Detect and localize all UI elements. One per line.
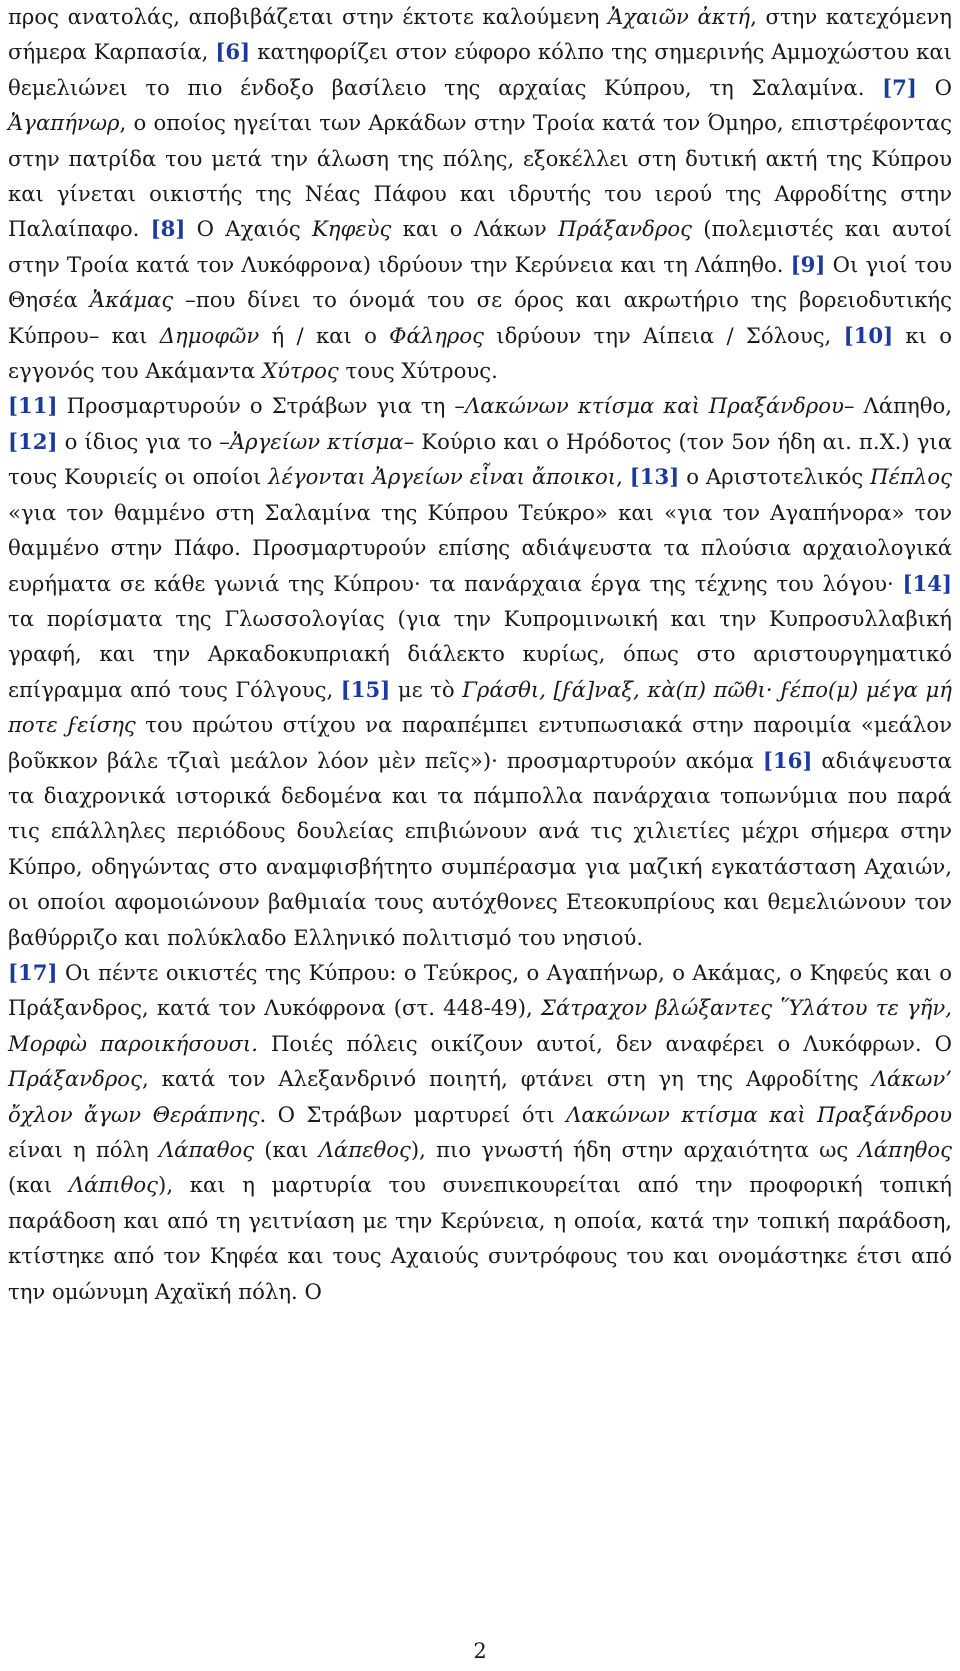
body-text: και ο Λάκων bbox=[391, 216, 559, 242]
body-text: Οι πέντε οικιστές της Κύπρου: ο Τεύκρος, ο Αγαπήνωρ, ο Ακάμας, ο Κηφεύς και ο Πράξανδρος, κατά τον Λυκόφρονα (στ. 448-49), bbox=[8, 959, 952, 1021]
footnote-ref-link[interactable]: [10] bbox=[843, 322, 894, 348]
italic-greek-text: Πράξανδρος bbox=[8, 1066, 142, 1092]
body-text: ), και η μαρτυρία του συνεπικουρείται από την προφορική τοπική παράδοση και από τη γειτνίαση με την Κερύνεια, η οποία, κατά την τοπική παράδοση, κτίστηκε από τον Κηφέα και τους Αχαιούς συντρόφους του και ονομάστηκε έτσι από την ομώνυμη Αχαϊκή πόλη. Ο bbox=[8, 1172, 953, 1304]
italic-greek-text: Λακώνων κτίσμα καὶ Πραξάνδρου bbox=[566, 1101, 952, 1127]
italic-greek-text: Κηφεὺς bbox=[311, 216, 392, 242]
footnote-ref-link[interactable]: [14] bbox=[902, 570, 952, 596]
footnote-ref-link[interactable]: [9] bbox=[790, 251, 826, 277]
italic-greek-text: Ἀκάμας bbox=[89, 287, 174, 313]
footnote-ref-link[interactable]: [15] bbox=[340, 676, 391, 702]
body-text: . Ο Στράβων μαρτυρεί ότι bbox=[259, 1101, 567, 1127]
body-text: , bbox=[616, 464, 630, 490]
body-text: –που δίνει το όνομά του σε όρος και ακρωτήριο της βορειοδυτικής Κύπρου– και bbox=[8, 287, 952, 348]
italic-greek-text: Σάτραχον βλώξαντες Ὕλάτου τε γῆν, Μορφὼ παροικήσουσι. bbox=[8, 995, 952, 1056]
document-page bbox=[8, 0, 952, 1309]
italic-greek-text: Φάληρος bbox=[389, 322, 485, 348]
paragraph-1 bbox=[8, 0, 952, 388]
body-text: είναι η πόλη bbox=[8, 1137, 159, 1162]
italic-greek-text: Λάκων’ ὄχλον ἄγων Θεράπνης bbox=[8, 1066, 952, 1127]
italic-greek-text: Ἀγαπήνωρ bbox=[8, 110, 120, 136]
body-text: αδιάψευστα τα διαχρονικά ιστορικά δεδομένα και τα πάμπολλα πανάρχαια τοπωνύμια που παρά τις επάλληλες περιόδους δουλείας επιβιώνουν ανά τις χιλιετίες μέχρι σήμερα στην Κύπρο, οδηγώντας στο αναμφισβήτητο συμπέρασμα για μαζική εγκατάσταση Αχαιών, οι οποίοι αφομοιώνουν βαθμιαία τους αυτόχθονες Ετεοκυπρίους και θεμελιώνουν τον βαθύρριζο και πολύκλαδο Ελληνικό πολιτισμό του νησιού. bbox=[8, 747, 952, 950]
paragraph-3 bbox=[8, 955, 952, 1309]
body-text: ο Αριστοτελικός bbox=[679, 464, 871, 490]
body-text: Προσμαρτυρούν ο Στράβων για τη – bbox=[57, 393, 465, 419]
body-text: προς ανατολάς, αποβιβάζεται στην έκτοτε καλούμενη bbox=[8, 4, 608, 29]
body-text: , στην κατεχόμενη σήμερα Καρπασία, bbox=[8, 4, 952, 65]
footnote-ref-link[interactable]: [8] bbox=[150, 216, 186, 242]
italic-greek-text: Λάπαθος bbox=[158, 1137, 255, 1162]
italic-greek-text: Πέπλος bbox=[870, 464, 952, 490]
footnote-ref-link[interactable]: [17] bbox=[8, 959, 58, 985]
body-text: , ο οποίος ηγείται των Αρκάδων στην Τροία κατά τον Όμηρο, επιστρέφοντας στην πατρίδα του μετά την άλωση της πόλης, εξοκέλλει στη δυτική ακτή της Κύπρου και γίνεται οικιστής της Νέας Πάφου και ιδρυτής του ιερού της Αφροδίτης στην Παλαίπαφο. bbox=[8, 110, 952, 242]
body-text: ιδρύουν την Αίπεια / Σόλους, bbox=[484, 322, 844, 348]
footnote-ref-link[interactable]: [6] bbox=[215, 39, 251, 65]
body-text: κι ο εγγονός του Ακάμαντα bbox=[8, 322, 952, 384]
body-text: «για τον θαμμένο στη Σαλαμίνα της Κύπρου Τεύκρο» και «για τον Αγαπήνορα» τον θαμμένο στην Πάφο. Προσμαρτυρούν επίσης αδιάψευστα τα πλούσια αρχαιολογικά ευρήματα σε κάθε γωνιά της Κύπρου· τα πανάρχαια έργα της τέχνης του λόγου· bbox=[8, 499, 952, 596]
body-text: του πρώτου στίχου να παραπέμπει εντυπωσιακά στην παροιμία «μεάλον βοῦκκον βάλε τζιαὶ μεάλον λόον μὲν πεῖς»)· προσμαρτυρούν ακόμα bbox=[8, 712, 952, 773]
body-text: – Λάπηθο, bbox=[843, 393, 952, 419]
body-text: Οι γιοί του Θησέα bbox=[8, 251, 952, 313]
body-text: τους Χύτρους. bbox=[338, 358, 498, 384]
italic-greek-text: Γράσθι, [ϝά]ναξ, κὰ(π) πῶθι· ϝέπο(μ) μέγα μή ποτε ϝείσης bbox=[8, 676, 952, 738]
body-text: ο ίδιος για το – bbox=[57, 428, 230, 454]
body-text: ή / και ο bbox=[259, 322, 390, 348]
body-text: ), πιο γνωστή ήδη στην αρχαιότητα ως bbox=[410, 1137, 859, 1162]
footnote-ref-link[interactable]: [7] bbox=[882, 74, 917, 100]
footnote-ref-link[interactable]: [12] bbox=[8, 428, 58, 454]
italic-greek-text: Δημοφῶν bbox=[159, 322, 260, 348]
italic-greek-text: Λακώνων κτίσμα καὶ Πραξάνδρου bbox=[465, 393, 844, 419]
body-text: – Κούριο και ο Ηρόδοτος (τον 5ον ήδη αι. π.Χ.) για τους Κουριείς οι οποίοι bbox=[8, 428, 952, 490]
body-text: τα πορίσματα της Γλωσσολογίας (για την Κυπρομινωική και την Κυπροσυλλαβική γραφή, και την Αρκαδοκυπριακή διάλεκτο κυρίως, όπως στο αριστουργηματικό επίγραμμα από τους Γόλγους, bbox=[8, 605, 952, 702]
italic-greek-text: Ἀχαιῶν ἀκτή bbox=[607, 4, 751, 29]
body-text: (και bbox=[8, 1172, 69, 1198]
body-text: Ποιές πόλεις οικίζουν αυτοί, δεν αναφέρει ο Λυκόφρων. Ο bbox=[257, 1030, 953, 1056]
body-text: (και bbox=[254, 1137, 319, 1162]
footnote-ref-link[interactable]: [11] bbox=[8, 393, 58, 419]
body-text: , κατά τον Αλεξανδρινό ποιητή, φτάνει στη γη της Αφροδίτης bbox=[141, 1066, 872, 1092]
italic-greek-text: Λάπιθος bbox=[68, 1172, 159, 1198]
body-text: Ο Αχαιός bbox=[185, 216, 312, 242]
body-text: (πολεμιστές και αυτοί στην Τροία κατά τον Λυκόφρονα) ιδρύουν την Κερύνεια και τη Λάπηθο. bbox=[8, 216, 953, 277]
body-text: με τὸ bbox=[390, 676, 463, 702]
body-text: Ο bbox=[916, 74, 952, 100]
italic-greek-text: Λάπεθος bbox=[318, 1137, 411, 1162]
italic-greek-text: Λάπηθος bbox=[858, 1137, 953, 1162]
body-text: κατηφορίζει στον εύφορο κόλπο της σημερινής Αμμοχώστου και θεμελιώνει το πιο ένδοξο βασίλειο της αρχαίας Κύπρου, τη Σαλαμίνα. bbox=[8, 39, 952, 100]
paragraph-2 bbox=[8, 388, 952, 955]
italic-greek-text: Χύτρος bbox=[261, 358, 339, 384]
footnote-ref-link[interactable]: [13] bbox=[629, 464, 680, 490]
italic-greek-text: Πράξανδρος bbox=[558, 216, 692, 242]
footnote-ref-link[interactable]: [16] bbox=[762, 747, 813, 773]
italic-greek-text: Ἀργείων κτίσμα bbox=[229, 428, 404, 454]
italic-greek-text: λέγονται Ἀργείων εἶναι ἄποικοι bbox=[268, 464, 617, 490]
page-number: 2 bbox=[473, 1639, 487, 1663]
